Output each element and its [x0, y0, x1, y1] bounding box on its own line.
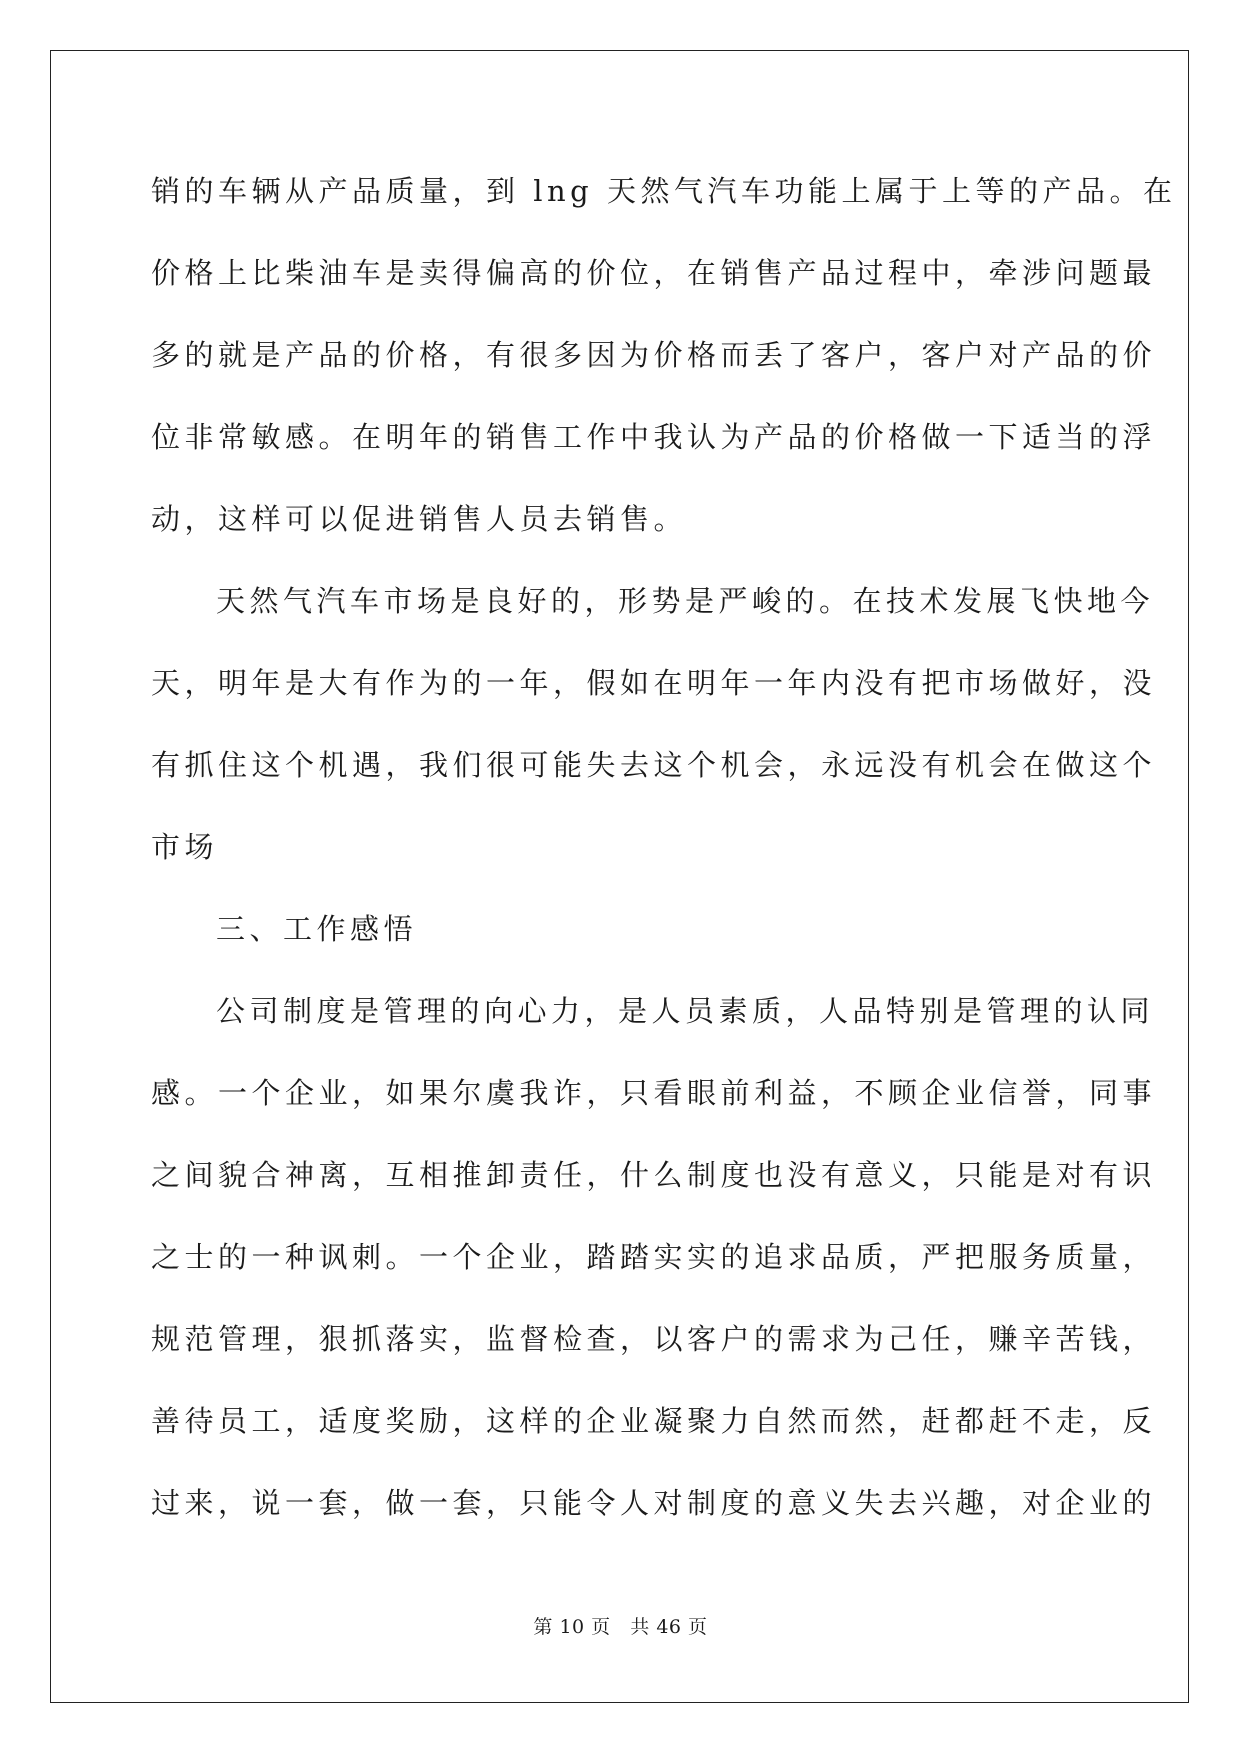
body-line: 价格上比柴油车是卖得偏高的价位，在销售产品过程中，牵涉问题最 [151, 256, 1157, 290]
body-line: 市场 [151, 830, 219, 864]
body-line: 善待员工，适度奖励，这样的企业凝聚力自然而然，赶都赶不走，反 [151, 1404, 1157, 1438]
body-line: 天，明年是大有作为的一年，假如在明年一年内没有把市场做好，没 [151, 666, 1157, 700]
body-line: 规范管理，狠抓落实，监督检查，以客户的需求为己任，赚辛苦钱， [151, 1322, 1157, 1356]
body-line: 之间貌合神离，互相推卸责任，什么制度也没有意义，只能是对有识 [151, 1158, 1157, 1192]
body-line: 天然气汽车市场是良好的，形势是严峻的。在技术发展飞快地今 [216, 584, 1155, 618]
body-line: 之士的一种讽刺。一个企业，踏踏实实的追求品质，严把服务质量， [151, 1240, 1157, 1274]
body-line: 位非常敏感。在明年的销售工作中我认为产品的价格做一下适当的浮 [151, 420, 1157, 454]
body-line: 公司制度是管理的向心力，是人员素质，人品特别是管理的认同 [216, 994, 1155, 1028]
body-line: 多的就是产品的价格，有很多因为价格而丢了客户，客户对产品的价 [151, 338, 1157, 372]
body-line: 销的车辆从产品质量，到 lng 天然气汽车功能上属于上等的产品。在 [151, 174, 1177, 208]
document-body [151, 165, 1177, 1559]
page-footer [0, 1612, 1241, 1639]
body-line: 过来，说一套，做一套，只能令人对制度的意义失去兴趣，对企业的 [151, 1486, 1157, 1520]
body-line: 感。一个企业，如果尔虞我诈，只看眼前利益，不顾企业信誉，同事 [151, 1076, 1157, 1110]
body-line: 动，这样可以促进销售人员去销售。 [151, 502, 688, 536]
section-heading: 三、工作感悟 [216, 912, 418, 946]
page-number: 第 10 页 共 46 页 [533, 1616, 708, 1638]
body-line: 有抓住这个机遇，我们很可能失去这个机会，永远没有机会在做这个 [151, 748, 1157, 782]
